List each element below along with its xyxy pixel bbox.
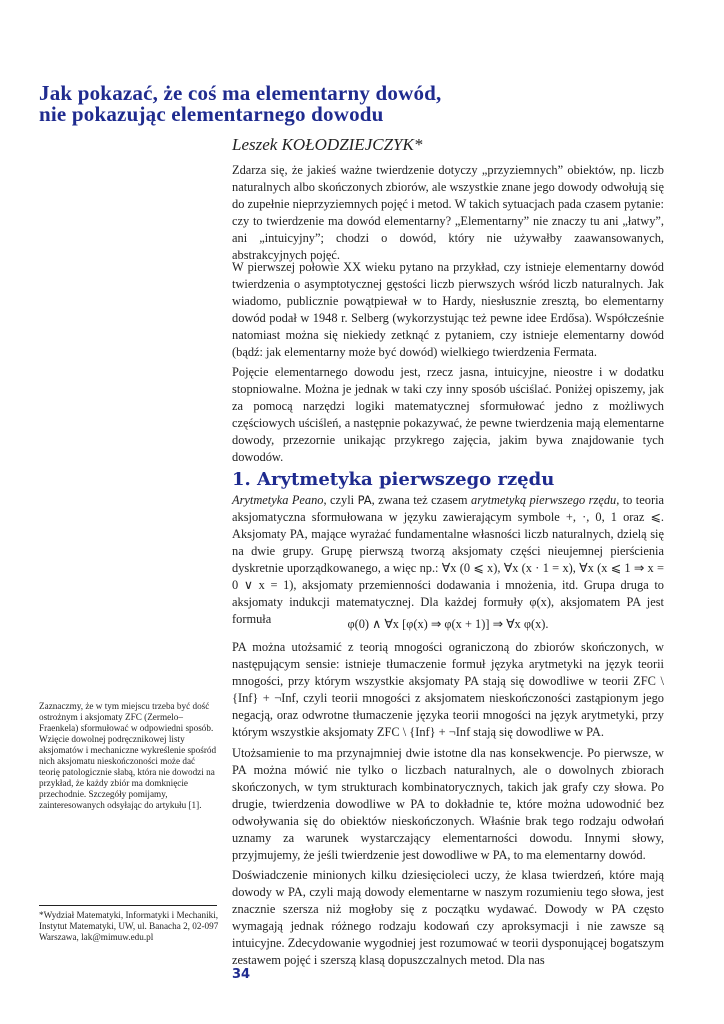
author-affiliation-footnote: *Wydział Matematyki, Informatyki i Mechaniki, Instytut Matematyki, UW, ul. Banacha 2, 02-097 Warszawa, lak@mimuw.edu.pl <box>39 910 219 942</box>
section-paragraph-4: Doświadczenie minionych kilku dziesięcioleci uczy, że klasa twierdzeń, które mają dowody w PA, czyli mają dowody elementarne w naszym rozumieniu tego słowa, jest znacznie szersza niż mogłoby się z początku wydawać. Dowody w PA często wymagają jednak różnego rodzaju kodowań czy aproksymacji i nie zawsze są intuicyjne. Zdecydowanie wygodniej jest rozumować w teorii dysponującej bogatszym zestawem pojęć i szerszą klasą dopuszczalnych metod. Dla nas <box>232 868 664 967</box>
intro-paragraph-1: Zdarza się, że jakieś ważne twierdzenie dotyczy „przyziemnych” obiektów, np. liczb naturalnych albo skończonych zbiorów, ale wszystkie znane jego dowody odwołują się do zupełnie nieprzyziemnych pojęć i metod. W takich sytuacjach pada czasem pytanie: czy to twierdzenie ma dowód elementarny? „Elementarny” nie znaczy tu ani „łatwy”, ani „intuicyjny”; chodzi o dowód, który nie używałby zaawansowanych, abstrakcyjnych pojęć. <box>232 163 664 262</box>
intro-paragraph-3: Pojęcie elementarnego dowodu jest, rzecz jasna, intuicyjne, nieostre i w dodatku stopniowalne. Można je jednak w taki czy inny sposób uściślać. Poniżej opiszemy, jak za pomocą narzędzi logiki matematycznej sformułować jedno z możliwych częściowych uściśleń, a następnie pokazywać, że pewne twierdzenia mają elementarne dowody, przezornie unikając przykrego zajęcia, jakim bywa znajdowanie tych dowodów. <box>232 365 664 464</box>
article-title <box>39 83 679 125</box>
section-paragraph-1: Arytmetyka Peano, czyli PA, zwana też czasem arytmetyką pierwszego rzędu, to teoria aksjomatyczna sformułowana w języku zawierającym symbole +, ·, 0, 1 oraz ⩽. Aksjomaty PA, mające wyrażać fundamentalne własności liczb naturalnych, dzielą się na dwie grupy. Grupę pierwszą tworzą aksjomaty części nieujemnej pierścienia dyskretnie uporządkowanego, a więc np.: ∀x (0 ⩽ x), ∀x (x · 1 = x), ∀x (x ⩽ 1 ⇒ x = 0 ∨ x = 1), aksjomaty przemienności dodawania i mnożenia, itd. Grupa druga to aksjomaty indukcji matematycznej. Dla każdej formuły φ(x), aksjomatem PA jest formuła <box>232 493 665 626</box>
term-first-order: arytmetyką pierwszego rzędu, <box>471 493 620 507</box>
section-paragraph-2: PA można utożsamić z teorią mnogości ograniczoną do zbiorów skończonych, w następującym sensie: istnieje tłumaczenie formuł języka arytmetyki na język teorii mnogości, przy którym wszystkie aksjomaty PA stają się dowodliwe w teorii ZFC \ {Inf} + ¬Inf, czyli teorii mnogości z aksjomatem nieskończoności zastąpionym jego negacją, oraz odwrotne tłumaczenie języka teorii mnogości na język arytmetyki, przy którym wszystkie aksjomaty ZFC \ {Inf} + ¬Inf stają się dowodliwe w PA. <box>232 640 664 739</box>
author: Leszek KOŁODZIEJCZYK* <box>232 135 423 154</box>
intro-paragraph-2: W pierwszej połowie XX wieku pytano na przykład, czy istnieje elementarny dowód twierdzenia o asymptotycznej gęstości liczb pierwszych wśród liczb naturalnych. Jak wiadomo, publicznie powątpiewał w to Hardy, niesłusznie zresztą, bo elementarny dowód podał w 1948 r. Selberg (wykorzystując też pewne idee Erdősa). Współcześnie natomiast można się niekiedy zetknąć z pytaniem, czy istnieje elementarny dowód (bądź: jak elementarny może być dowód) wielkiego twierdzenia Fermata. <box>232 260 664 359</box>
section-heading: 1. Arytmetyka pierwszego rzędu <box>232 469 555 490</box>
page-number: 34 <box>232 967 251 982</box>
term-peano: Arytmetyka Peano <box>232 493 324 507</box>
margin-note: Zaznaczmy, że w tym miejscu trzeba być dość ostrożnym i aksjomaty ZFC (Zermelo–Fraenkela) sformułować w odpowiedni sposób. Wzięcie dowolnej podręcznikowej listy aksjomatów i mechaniczne wykreślenie spośród nich aksjomatu nieskończoności może dać teorię patologicznie słabą, która nie dowodzi na przykład, że każdy zbiór ma domknięcie przechodnie. Szczegóły pomijamy, zainteresowanych odsyłając do artykułu [1]. <box>39 701 217 810</box>
section-paragraph-3: Utożsamienie to ma przynajmniej dwie istotne dla nas konsekwencje. Po pierwsze, w PA można mówić nie tylko o liczbach naturalnych, ale o dowolnych zbiorach skończonych, w tym strukturach kombinatorycznych, takich jak grafy czy słowa. Po drugie, twierdzenia dowodliwe w PA to dokładnie te, które można udowodnić bez odwoływania się do obiektów nieskończonych. Właśnie brak tego rodzaju odwołań uznamy za warunek wystarczający elementarności dowodu. Innymi słowy, przyjmujemy, że jeśli twierdzenie jest dowodliwe w PA, to ma elementarny dowód. <box>232 746 664 862</box>
induction-formula: φ(0) ∧ ∀x [φ(x) ⇒ φ(x + 1)] ⇒ ∀x φ(x). <box>347 617 549 631</box>
title-line-1: Jak pokazać, że coś ma elementarny dowód, <box>39 81 442 105</box>
title-line-2: nie pokazując elementarnego dowodu <box>39 102 384 126</box>
footnote-rule <box>39 905 217 906</box>
pa-symbol: PA <box>357 493 372 507</box>
